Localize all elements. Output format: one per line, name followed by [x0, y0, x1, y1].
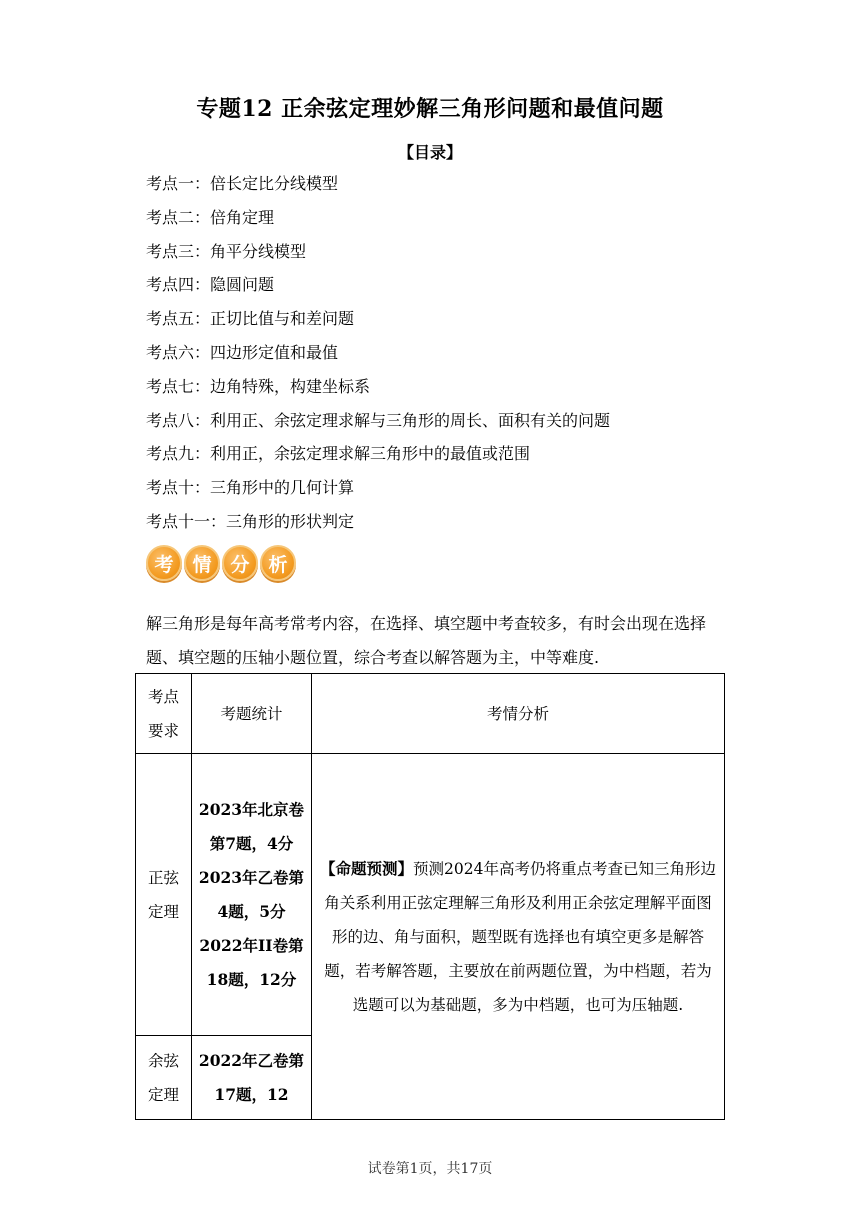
badge-char: 分	[222, 545, 258, 581]
toc-item: 考点二：倍角定理	[146, 207, 275, 227]
toc-list	[146, 173, 610, 545]
toc-item: 考点六：四边形定值和最值	[146, 342, 339, 362]
topic-cell: 余弦定理	[136, 1036, 192, 1120]
toc-heading: 【目录】	[397, 143, 462, 162]
table-row	[136, 754, 725, 1036]
badge-char: 析	[260, 545, 296, 581]
stats-cell	[192, 1036, 312, 1120]
stats-cell	[192, 754, 312, 1036]
section-badge	[146, 545, 296, 581]
stats-entry: 2023年北京卷第7题，4分 2023年乙卷第4题，5分	[198, 799, 305, 921]
toc-item: 考点九：利用正，余弦定理求解三角形中的最值或范围	[146, 444, 531, 464]
toc-item: 考点十一：三角形的形状判定	[146, 511, 355, 531]
exam-analysis-table	[135, 673, 725, 1120]
analysis-cell	[312, 754, 725, 1120]
stats-entry: 2022年乙卷第17题，12	[198, 1050, 305, 1104]
document-title: 专题12 正余弦定理妙解三角形问题和最值问题	[196, 96, 664, 122]
toc-item: 考点四：隐圆问题	[146, 275, 275, 295]
toc-item: 考点三：角平分线模型	[146, 241, 307, 261]
header-cell: 考题统计	[192, 674, 312, 754]
stats-entry: 2022年II卷第18题，12分	[199, 935, 304, 989]
intro-paragraph: 解三角形是每年高考常考内容，在选择、填空题中考查较多，有时会出现在选择题、填空题的压轴小题位置，综合考查以解答题为主，中等难度.	[146, 614, 707, 667]
header-cell: 考点要求	[136, 674, 192, 754]
analysis-tag: 【命题预测】	[320, 858, 414, 878]
page-footer: 试卷第1页，共17页	[367, 1161, 493, 1177]
badge-char: 考	[146, 545, 182, 581]
header-cell: 考情分析	[312, 674, 725, 754]
badge-char: 情	[184, 545, 220, 581]
toc-item: 考点七：边角特殊，构建坐标系	[146, 376, 371, 396]
toc-item: 考点一：倍长定比分线模型	[146, 174, 339, 193]
table-header-row	[136, 674, 725, 754]
analysis-text: 预测2024年高考仍将重点考查已知三角形边角关系利用正弦定理解三角形及利用正余弦定理解平面图形的边、角与面积，题型既有选择也有填空更多是解答题，若考解答题，主要放在前两题位置，为中档题，若为选题可以为基础题，多为中档题，也可为压轴题.	[324, 859, 716, 1014]
topic-cell: 正弦定理	[136, 754, 192, 1036]
toc-item: 考点五：正切比值与和差问题	[146, 309, 355, 329]
toc-item: 考点八：利用正、余弦定理求解与三角形的周长、面积有关的问题	[146, 410, 611, 430]
toc-item: 考点十：三角形中的几何计算	[146, 478, 355, 498]
